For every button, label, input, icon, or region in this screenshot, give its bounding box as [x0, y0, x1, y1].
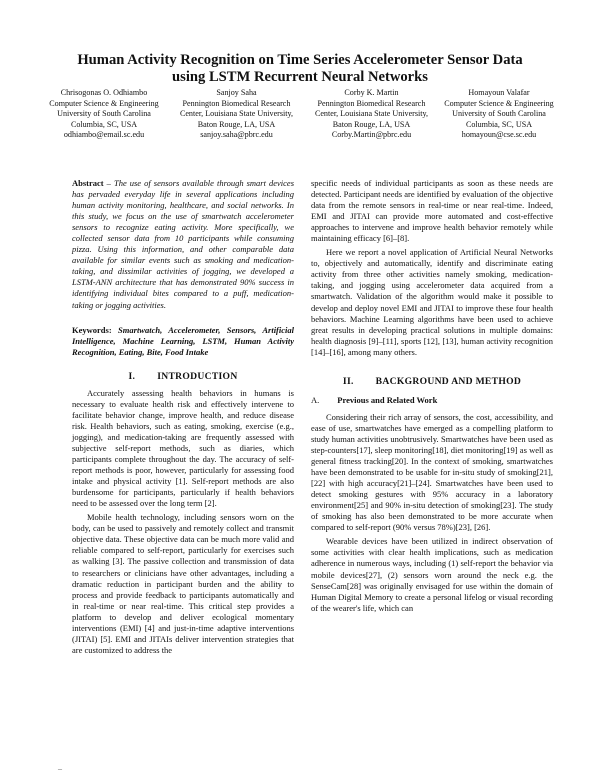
author-email: homayoun@cse.sc.edu — [461, 130, 537, 140]
author-email: odhiambo@email.sc.edu — [63, 130, 145, 140]
author-4 — [434, 88, 564, 141]
author-name: Homayoun Valafar — [468, 88, 530, 97]
keywords-label: Keywords: — [72, 324, 112, 335]
right-column — [311, 178, 553, 614]
author-location: Baton Rouge, LA, USA — [332, 119, 411, 129]
author-affiliation: Pennington Biomedical Research — [182, 98, 291, 108]
title-line-2: using LSTM Recurrent Neural Networks — [172, 69, 428, 85]
author-location: Columbia, SC, USA — [465, 119, 533, 129]
author-2 — [164, 88, 309, 141]
author-3 — [309, 88, 434, 141]
section-heading-background — [311, 376, 553, 387]
author-block — [44, 88, 564, 141]
author-affiliation: Computer Science & Engineering — [444, 98, 554, 108]
footer-mark: – — [58, 764, 62, 773]
keywords-text: Smartwatch, Accelerometer, Sensors, Artificial Intelligence, Machine Learning, LSTM, Human Activity Recognition, Eating, Bite, Food Intake — [72, 324, 294, 357]
author-affiliation: University of South Carolina — [57, 109, 151, 119]
author-location: Columbia, SC, USA — [70, 119, 138, 129]
intro-paragraph-1: Accurately assessing health behaviors in humans is necessary to evaluate health risk and effectively intervene to facilitate behavior change, improve health, and reduce disease risk. Health behaviors, such as eating, smoking, exercise (e.g., jogging), and medication-taking are frequently assessed with subjective self-report methods, such as diaries, which participants complete throughout the day. The accuracy of self-report methods is poor, however, particularly for assessing food intake and physical activity [1]. Self-report methods are also burdensome for participants, particularly if health behaviors need to be assessed over the long term [2]. — [72, 387, 294, 509]
intro-paragraph-2: Mobile health technology, including sensors worn on the body, can be used to passively and remotely collect and transmit objective data. These objective data can be much more valid and reliable compared to self-report, particularly for exercises such as walking [3]. The passive collection and transmission of data to researchers or clinicians have other advantages, including a dramatic reduction in participant burden and the ability to process and provide feedback to participants automatically and in real-time or near real-time. This critical step provides a platform to develop and deliver ecological momentary interventions (EMI) [4] and just-in-time adaptive interventions (JITAI) [5]. EMI and JITAIs deliver intervention strategies that are customized to address the — [72, 512, 294, 655]
right-paragraph-4: Wearable devices have been utilized in indirect observation of some activities with clear health implications, such as medication adherence in numerous ways, including (1) self-report the behavior via mobile devices[27], (2) sensors worn around the neck e.g. the SenseCam[28] was originally envisaged for use within the domain of Human Digital Memory to create a personal lifelog or visual recording of the wearer's life, which can — [311, 536, 553, 613]
author-1 — [44, 88, 164, 141]
keywords — [72, 325, 294, 358]
section-number: I. — [128, 370, 136, 382]
author-email: Corby.Martin@pbrc.edu — [331, 130, 412, 140]
abstract — [72, 178, 294, 311]
author-name: Corby K. Martin — [344, 88, 399, 97]
author-affiliation: Center, Louisiana State University, — [179, 109, 294, 119]
subsection-title: Previous and Related Work — [337, 394, 438, 405]
author-name: Sanjoy Saha — [216, 88, 257, 97]
subsection-heading-related-work — [311, 395, 553, 406]
section-title: INTRODUCTION — [157, 370, 238, 382]
paper-title — [30, 52, 570, 86]
abstract-label: Abstract — [72, 178, 104, 188]
right-paragraph-2: Here we report a novel application of Artificial Neural Networks to, objectively and automatically, identify and discriminate eating activity from three other activities namely smoking, medication-taking, and jogging using accelerometer data acquired from a smartwatch. Validation of the algorithm would make it possible to develop and deploy novel EMI and JITAI to improve these four health behaviors. Machine Learning algorithms have been used to achieve great results in developing practical solutions in multiple domains: health diagnosis [9]–[11], sports [12], [13], human activity recognition [14]–[16], among many others. — [311, 247, 553, 357]
author-affiliation: Center, Louisiana State University, — [314, 109, 429, 119]
subsection-number: A. — [311, 394, 320, 405]
right-paragraph-3: Considering their rich array of sensors, the cost, accessibility, and ease of use, smartwatches have emerged as a compelling platform to study human activities unobtrusively. Smartwatches have been used as step-counters[17], sleep monitoring[18], diet monitoring[19] as well as general fitness tracking[20]. In the context of smoking, smartwatches have been demonstrated to be usable for in-situ study of smoking[21], [22] with high accuracy[21]–[24]. Smartwatches have been used to detect smoking gestures with 95% accuracy in a laboratory environment[25] and 90% in-situ detection of smoking[23]. The study of smoking has also been demonstrated to be more accurate when compared to self-report (90% versus 78%)[23], [26]. — [311, 411, 553, 533]
title-line-1: Human Activity Recognition on Time Series Accelerometer Sensor Data — [77, 52, 523, 68]
section-number: II. — [342, 375, 354, 387]
section-title: BACKGROUND AND METHOD — [375, 375, 522, 387]
author-affiliation: University of South Carolina — [452, 109, 546, 119]
right-paragraph-1: specific needs of individual participants as soon as these needs are detected. Participant needs are identified by evaluation of the objective data from the remote sensors in real-time or near real-time. Indeed, EMI and JITAI can provide more automated and cost-effective approaches to intervene and improve health behavior remotely while maintaining efficacy [6]–[8]. — [311, 178, 553, 244]
left-column — [72, 178, 294, 656]
author-email: sanjoy.saha@pbrc.edu — [200, 130, 273, 140]
section-heading-introduction — [72, 371, 294, 382]
abstract-text: The use of sensors available through smart devices has pervaded everyday life in several applications including human activity monitoring, healthcare, and social networks. In this study, we focus on the use of smartwatch accelerometer sensors to recognize eating activity. More specifically, we collected sensor data from 10 participants while consuming pizza. Using this information, and other comparable data available for similar events such as smoking and medication-taking, and dissimilar activities of jogging, we developed a LSTM-ANN architecture that has demonstrated 90% success in identifying individual bites compared to a puff, medication-taking or jogging activities. — [72, 178, 295, 310]
author-affiliation: Computer Science & Engineering — [49, 98, 159, 108]
abstract-separator: – — [103, 178, 114, 188]
author-location: Baton Rouge, LA, USA — [197, 119, 276, 129]
author-affiliation: Pennington Biomedical Research — [317, 98, 426, 108]
author-name: Chrisogonas O. Odhiambo — [60, 88, 148, 97]
